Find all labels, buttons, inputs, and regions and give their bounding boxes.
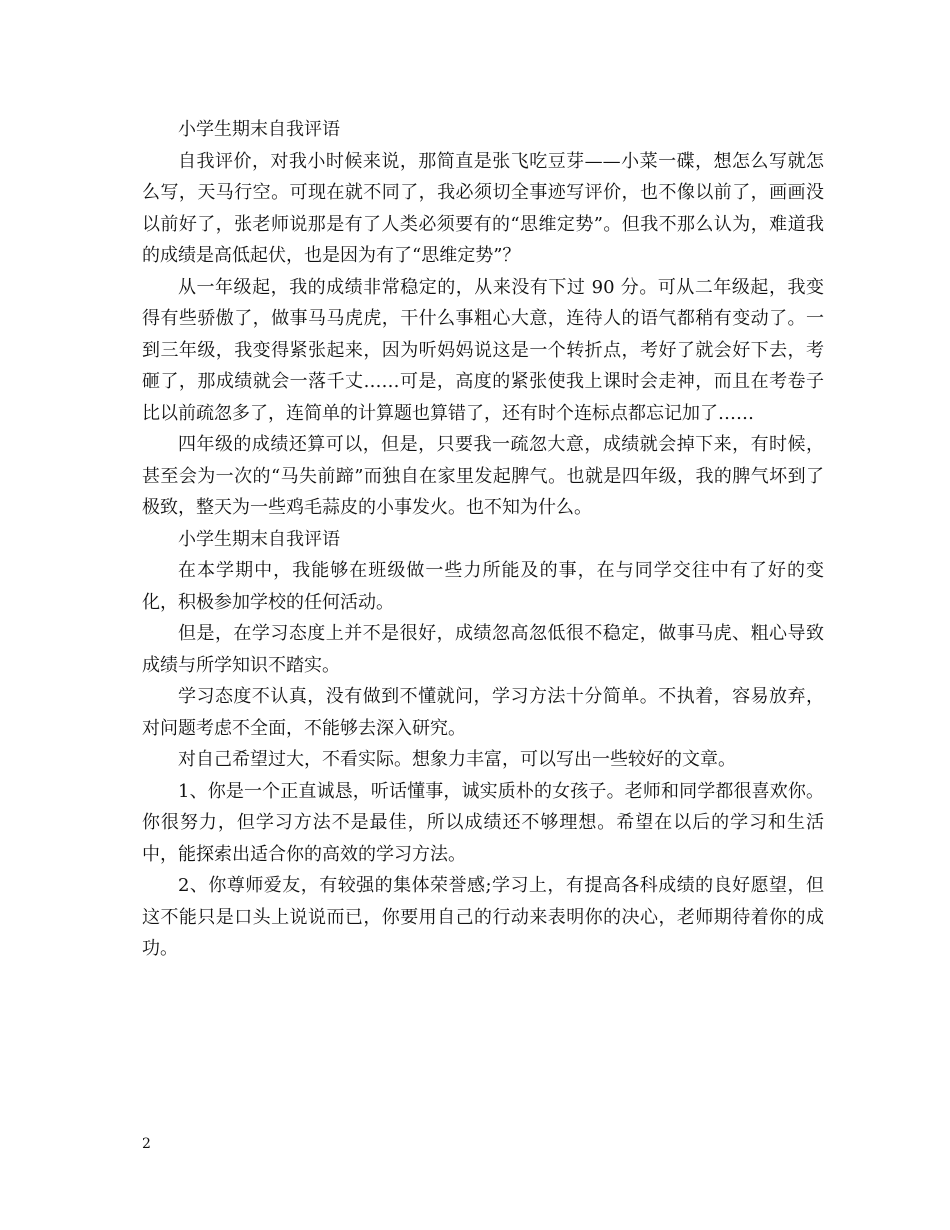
paragraph: 1、你是一个正直诚恳，听话懂事，诚实质朴的女孩子。老师和同学都很喜欢你。你很努力，但学习方法不是最佳，所以成绩还不够理想。希望在以后的学习和生活中，能探索出适合你的高效的学习方法。: [142, 780, 824, 865]
paragraph: 从一年级起，我的成绩非常稳定的，从来没有下过 90 分。可从二年级起，我变得有些骄傲了，做事马马虎虎，干什么事粗心大意，连待人的语气都稍有变动了。一到三年级，我变得紧张起来，因为听妈妈说这是一个转折点，考好了就会好下去，考砸了，那成绩就会一落千丈……可是，高度的紧张使我上课时会走神，而且在考卷子比以前疏忽多了，连简单的计算题也算错了，还有时个连标点都忘记加了……: [142, 276, 824, 424]
paragraph: 但是，在学习态度上并不是很好，成绩忽高忽低很不稳定，做事马虎、粗心导致成绩与所学知识不踏实。: [142, 623, 824, 676]
page-number: 2: [142, 1136, 151, 1152]
section-heading: 小学生期末自我评语: [178, 528, 340, 550]
paragraph: 在本学期中，我能够在班级做一些力所能及的事，在与同学交往中有了好的变化，积极参加学校的任何活动。: [142, 560, 824, 613]
paragraph: 2、你尊师爱友，有较强的集体荣誉感;学习上，有提高各科成绩的良好愿望，但这不能只是口头上说说而已，你要用自己的行动来表明你的决心，老师期待着你的成功。: [142, 875, 824, 959]
paragraph: 对自己希望过大，不看实际。想象力丰富，可以写出一些较好的文章。: [178, 749, 736, 770]
document-body: [142, 114, 824, 965]
section-heading: 小学生期末自我评语: [178, 119, 340, 140]
paragraph: 学习态度不认真，没有做到不懂就问，学习方法十分简单。不执着，容易放弃，对问题考虑不全面，不能够去深入研究。: [142, 686, 824, 739]
paragraph: 四年级的成绩还算可以，但是，只要我一疏忽大意，成绩就会掉下来，有时候，甚至会为一次的“马失前蹄”而独自在家里发起脾气。也就是四年级，我的脾气坏到了极致，整天为一些鸡毛蒜皮的小事发火。也不知为什么。: [142, 434, 824, 518]
paragraph: 自我评价，对我小时候来说，那简直是张飞吃豆芽——小菜一碟，想怎么写就怎么写，天马行空。可现在就不同了，我必须切全事迹写评价，也不像以前了，画画没以前好了，张老师说那是有了人类必须要有的“思维定势”。但我不那么认为，难道我的成绩是高低起伏，也是因为有了“思维定势”？: [142, 150, 824, 266]
